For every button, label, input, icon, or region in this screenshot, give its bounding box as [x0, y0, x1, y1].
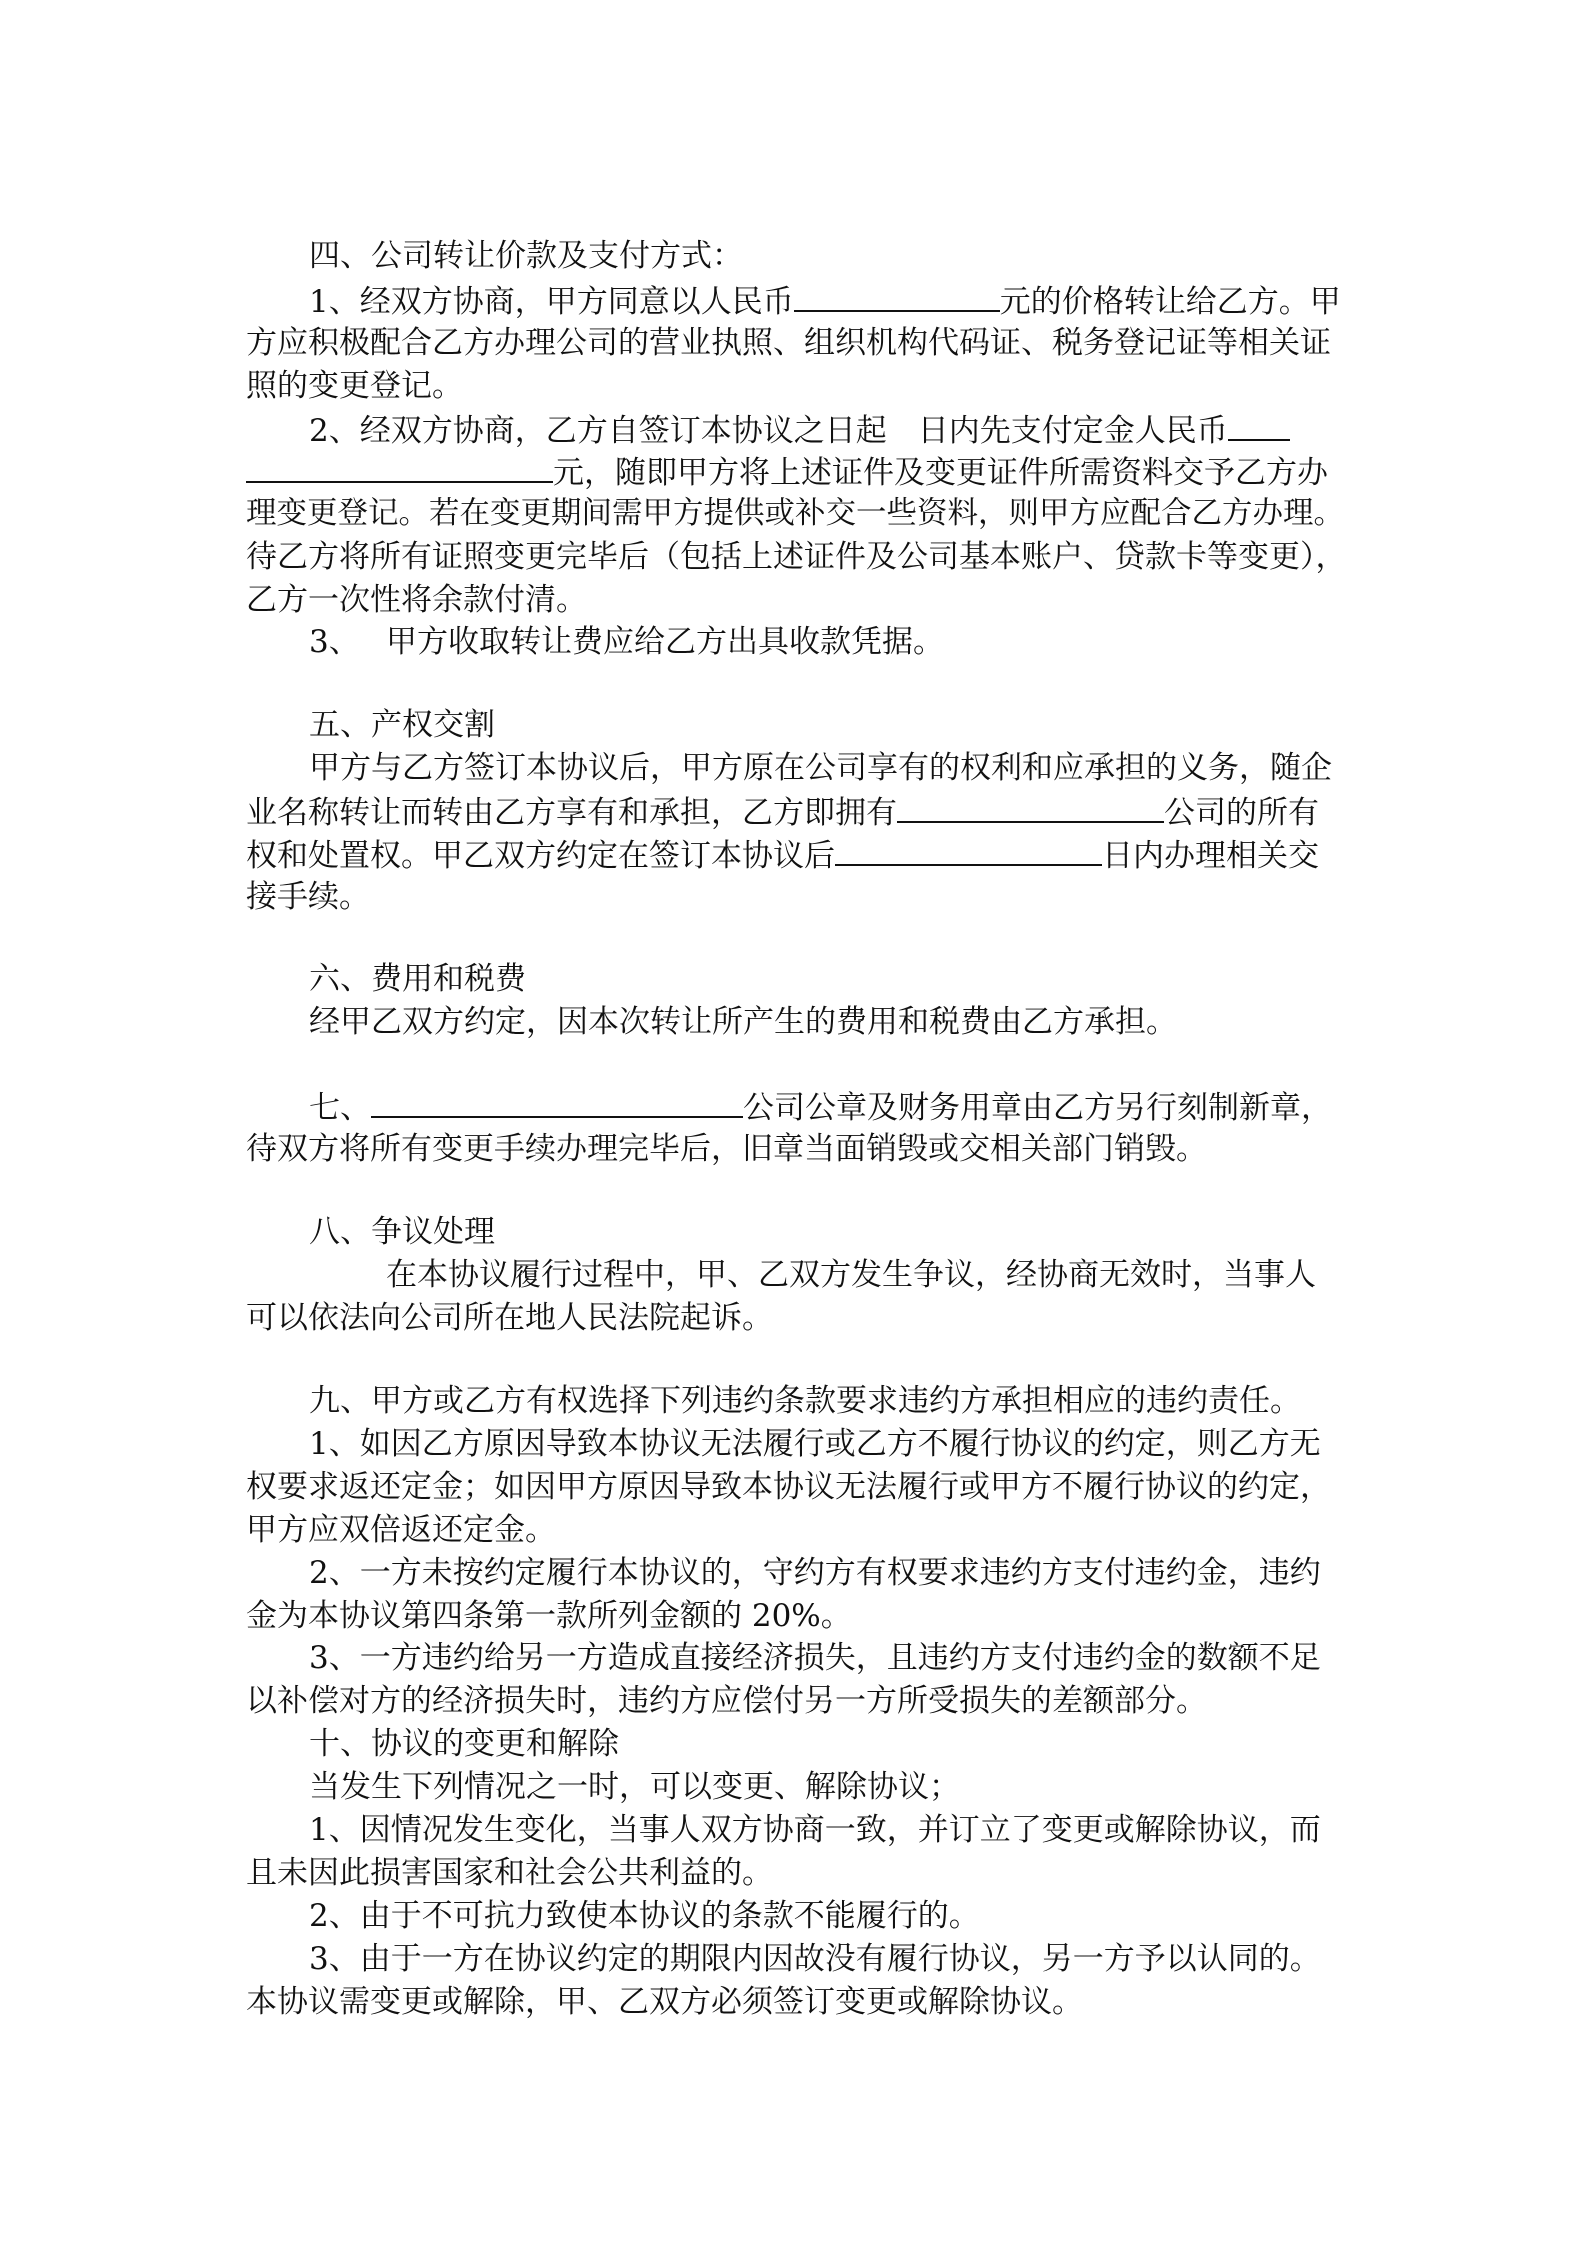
s5-line1 — [309, 748, 1332, 788]
s5-line2 — [246, 791, 1319, 833]
s7-line2 — [246, 1129, 1207, 1169]
text: 待乙方将所有证照变更完毕后（包括上述证件及公司基本账户、贷款卡等变更）， — [246, 539, 1347, 575]
text: 3、一方违约给另一方造成直接经济损失，且违约方支付违约金的数额不足 — [309, 1640, 1321, 1676]
s4-clause2-line5 — [246, 580, 587, 620]
text: 当发生下列情况之一时，可以变更、解除协议； — [309, 1769, 960, 1805]
s4-clause3-text — [386, 622, 944, 662]
text: 3、 — [309, 624, 360, 660]
s10-c2 — [309, 1896, 980, 1936]
heading-text: 十、协议的变更和解除 — [309, 1726, 619, 1762]
fill-blank-company-seal[interactable] — [371, 1086, 743, 1118]
text: 甲方与乙方签订本协议后，甲方原在公司享有的权利和应承担的义务，随企 — [309, 750, 1332, 786]
heading-text: 九、甲方或乙方有权选择下列违约条款要求违约方承担相应的违约责任。 — [309, 1383, 1301, 1419]
s9-c3-line1 — [309, 1638, 1321, 1678]
text: 元，随即甲方将上述证件及变更证件所需资料交予乙方办 — [553, 455, 1328, 491]
text: 甲方应双倍返还定金。 — [246, 1512, 556, 1548]
text: 2、由于不可抗力致使本协议的条款不能履行的。 — [309, 1898, 980, 1934]
s5-line3 — [246, 834, 1319, 876]
s5-line4 — [246, 877, 370, 917]
text: 2、经双方协商，乙方自签订本协议之日起 日内先支付定金人民币 — [309, 413, 1228, 449]
text: 1、经双方协商，甲方同意以人民币 — [309, 284, 794, 320]
text: 日内办理相关交 — [1102, 838, 1319, 874]
text: 公司公章及财务用章由乙方另行刻制新章， — [743, 1090, 1332, 1126]
section-9-heading — [309, 1381, 1301, 1421]
text: 甲方收取转让费应给乙方出具收款凭据。 — [386, 624, 944, 660]
s9-c2-line1 — [309, 1553, 1321, 1593]
text: 3、由于一方在协议约定的期限内因故没有履行协议，另一方予以认同的。 — [309, 1941, 1321, 1977]
text: 方应积极配合乙方办理公司的营业执照、组织机构代码证、税务登记证等相关证 — [246, 325, 1331, 361]
s8-line2 — [246, 1298, 773, 1338]
s4-clause2-line3 — [246, 494, 1344, 534]
heading-text: 五、产权交割 — [309, 707, 495, 743]
s4-clause1-line2 — [246, 323, 1331, 363]
heading-text: 四、公司转让价款及支付方式： — [309, 238, 743, 274]
fill-blank-deposit-b[interactable] — [246, 451, 553, 483]
s9-c2-line2 — [246, 1596, 852, 1636]
s4-clause1-line1 — [309, 280, 1341, 322]
text: 接手续。 — [246, 879, 370, 915]
s6-line1 — [309, 1002, 1177, 1042]
fill-blank-company-name[interactable] — [897, 791, 1164, 823]
text: 照的变更登记。 — [246, 368, 463, 404]
text: 元的价格转让给乙方。甲 — [999, 284, 1341, 320]
text: 权和处置权。甲乙双方约定在签订本协议后 — [246, 838, 835, 874]
heading-text: 六、费用和税费 — [309, 961, 526, 997]
section-8-heading — [309, 1212, 495, 1252]
text: 以补偿对方的经济损失时，违约方应偿付另一方所受损失的差额部分。 — [246, 1683, 1207, 1719]
fill-blank-deposit-a[interactable] — [1228, 409, 1290, 441]
section-5-heading — [309, 705, 495, 745]
text: 可以依法向公司所在地人民法院起诉。 — [246, 1300, 773, 1336]
text: 1、因情况发生变化，当事人双方协商一致，并订立了变更或解除协议，而 — [309, 1812, 1321, 1848]
text: 且未因此损害国家和社会公共利益的。 — [246, 1855, 773, 1891]
s4-clause2-line2 — [246, 451, 1328, 493]
s4-clause1-line3 — [246, 366, 463, 406]
text: 权要求返还定金；如因甲方原因导致本协议无法履行或甲方不履行协议的约定， — [246, 1469, 1331, 1505]
s4-clause2-line1 — [309, 409, 1290, 451]
s10-c1-line1 — [309, 1810, 1321, 1850]
text: 在本协议履行过程中，甲、乙双方发生争议，经协商无效时，当事人 — [386, 1257, 1316, 1293]
heading-text: 八、争议处理 — [309, 1214, 495, 1250]
s9-c1-line3 — [246, 1510, 556, 1550]
text: 公司的所有 — [1164, 795, 1319, 831]
s4-clause3-number — [309, 622, 360, 662]
text: 本协议需变更或解除，甲、乙双方必须签订变更或解除协议。 — [246, 1984, 1083, 2020]
s8-line1 — [386, 1255, 1316, 1295]
section-4-heading — [309, 236, 743, 276]
s9-c3-line2 — [246, 1681, 1207, 1721]
s10-c3 — [309, 1939, 1321, 1979]
s10-c1-line2 — [246, 1853, 773, 1893]
text: 经甲乙双方约定，因本次转让所产生的费用和税费由乙方承担。 — [309, 1004, 1177, 1040]
text: 金为本协议第四条第一款所列金额的 20%。 — [246, 1598, 852, 1634]
s10-intro — [309, 1767, 960, 1807]
section-6-heading — [309, 959, 526, 999]
s4-clause2-line4 — [246, 537, 1347, 577]
s10-closing — [246, 1982, 1083, 2022]
text: 七、 — [309, 1090, 371, 1126]
section-10-heading — [309, 1724, 619, 1764]
text: 乙方一次性将余款付清。 — [246, 582, 587, 618]
text: 业名称转让而转由乙方享有和承担，乙方即拥有 — [246, 795, 897, 831]
s9-c1-line1 — [309, 1424, 1321, 1464]
fill-blank-price[interactable] — [794, 280, 1000, 312]
text: 待双方将所有变更手续办理完毕后，旧章当面销毁或交相关部门销毁。 — [246, 1131, 1207, 1167]
s7-line1 — [309, 1086, 1332, 1128]
s9-c1-line2 — [246, 1467, 1331, 1507]
text: 1、如因乙方原因导致本协议无法履行或乙方不履行协议的约定，则乙方无 — [309, 1426, 1321, 1462]
fill-blank-days[interactable] — [835, 834, 1102, 866]
text: 2、一方未按约定履行本协议的，守约方有权要求违约方支付违约金，违约 — [309, 1555, 1321, 1591]
text: 理变更登记。若在变更期间需甲方提供或补交一些资料，则甲方应配合乙方办理。 — [246, 496, 1344, 531]
